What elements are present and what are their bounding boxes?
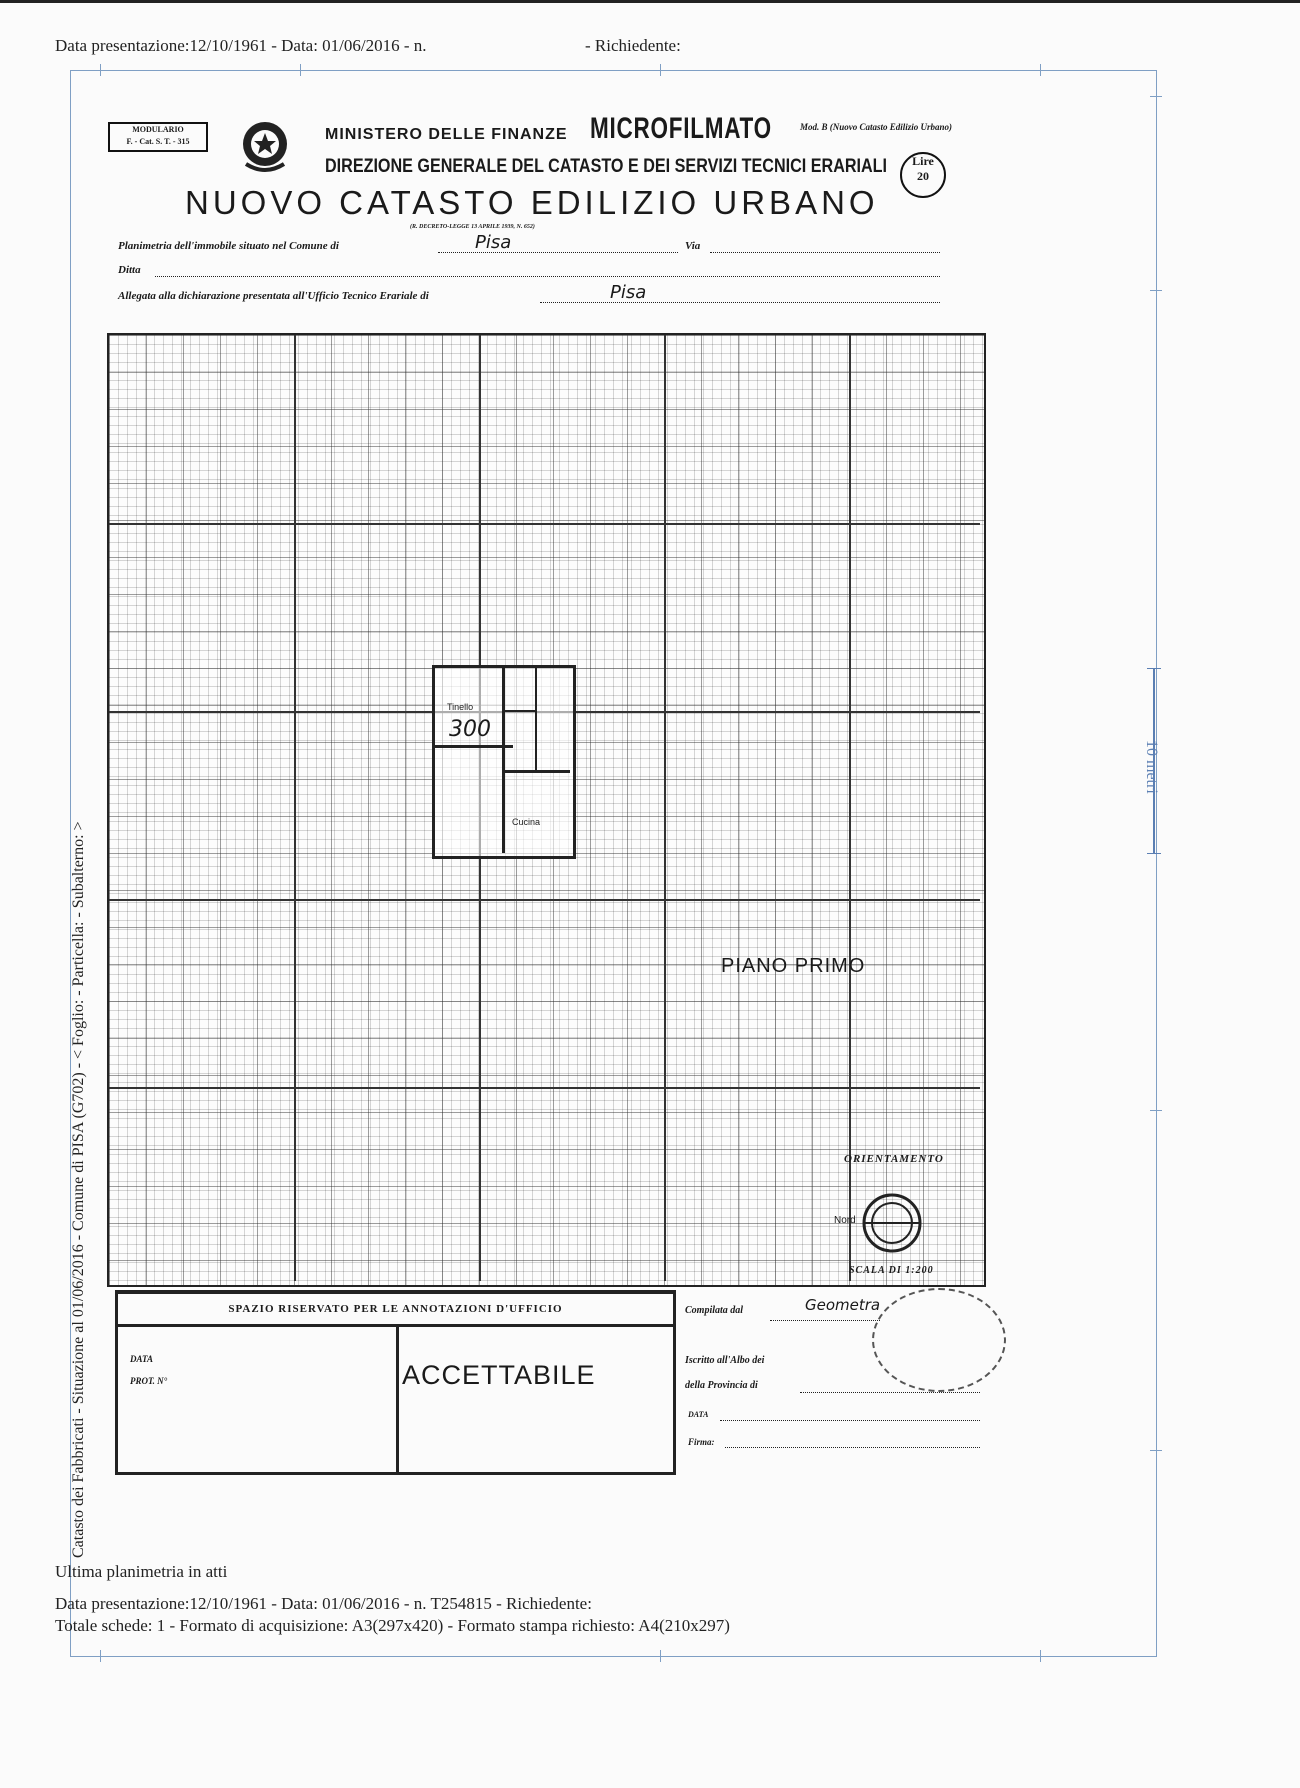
office-data-label: DATA bbox=[130, 1354, 154, 1364]
wall bbox=[505, 710, 535, 712]
accettabile-stamp: ACCETTABILE bbox=[402, 1360, 596, 1390]
ruler-tick bbox=[1147, 668, 1161, 669]
modulario-label: MODULARIO bbox=[132, 125, 184, 134]
comune-underline bbox=[438, 252, 678, 253]
grid-major-line bbox=[664, 335, 666, 1281]
model-label: Mod. B (Nuovo Catasto Edilizio Urbano) bbox=[800, 122, 953, 132]
nord-label: Nord bbox=[834, 1215, 856, 1226]
firma-underline bbox=[725, 1447, 980, 1448]
comune-value: Pisa bbox=[475, 232, 512, 253]
republic-emblem-icon bbox=[240, 114, 290, 176]
planimetria-label: Planimetria dell'immobile situato nel Comune di bbox=[118, 240, 339, 252]
grid-major-line bbox=[109, 1087, 980, 1089]
official-round-stamp bbox=[872, 1288, 1006, 1392]
level-label: PIANO PRIMO bbox=[721, 955, 866, 977]
frame-tick bbox=[1150, 1450, 1162, 1451]
via-label: Via bbox=[685, 240, 701, 252]
modulario-sub: F. - Cat. S. T. - 315 bbox=[126, 137, 190, 146]
iscritto-label: Iscritto all'Albo dei bbox=[685, 1355, 765, 1366]
data-underline bbox=[720, 1420, 980, 1421]
ditta-label: Ditta bbox=[118, 264, 141, 276]
modulario-box bbox=[108, 122, 208, 152]
lire-label: Lire bbox=[912, 154, 934, 168]
office-box-title: SPAZIO RISERVATO PER LE ANNOTAZIONI D'UFFICIO bbox=[118, 1294, 673, 1327]
frame-tick bbox=[1150, 290, 1162, 291]
ruler-label: 10 metri bbox=[1143, 740, 1160, 794]
frame-tick bbox=[660, 1650, 661, 1662]
grid-major-line bbox=[849, 335, 851, 1281]
grid-major-line bbox=[109, 899, 980, 901]
microfilmato-stamp: MICROFILMATO bbox=[590, 112, 772, 145]
ruler-tick bbox=[1147, 853, 1161, 854]
frame-tick bbox=[100, 1650, 101, 1662]
footer-line2: Totale schede: 1 - Formato di acquisizione: A3(297x420) - Formato stampa richiesto: A4(210x297) bbox=[55, 1616, 730, 1635]
north-compass-icon bbox=[861, 1192, 923, 1254]
floor-plan bbox=[417, 640, 617, 870]
ministero-title: MINISTERO DELLE FINANZE bbox=[325, 126, 568, 143]
office-box-divider bbox=[396, 1324, 399, 1472]
lire-value: 20 bbox=[917, 169, 929, 183]
frame-tick bbox=[300, 64, 301, 76]
frame-tick bbox=[1040, 64, 1041, 76]
frame-tick bbox=[1040, 1650, 1041, 1662]
firma-label: Firma: bbox=[688, 1437, 715, 1447]
lire-badge bbox=[900, 152, 946, 198]
provincia-label: della Provincia di bbox=[685, 1380, 758, 1391]
compilata-data-label: DATA bbox=[688, 1410, 709, 1419]
ufficio-underline bbox=[540, 302, 940, 303]
decreto-note: (R. DECRETO-LEGGE 13 APRILE 1939, N. 652) bbox=[410, 224, 535, 230]
wall bbox=[502, 668, 505, 853]
frame-tick bbox=[100, 64, 101, 76]
grid-major-line bbox=[109, 523, 980, 525]
ditta-underline bbox=[155, 276, 940, 277]
height-note: 300 bbox=[449, 717, 491, 742]
footer-line1: Data presentazione:12/10/1961 - Data: 01/06/2016 - n. T254815 - Richiedente: bbox=[55, 1594, 592, 1613]
header-line: Data presentazione:12/10/1961 - Data: 01/06/2016 - n. bbox=[55, 36, 427, 55]
orientamento-label: ORIENTAMENTO bbox=[844, 1153, 944, 1165]
compilata-value: Geometra bbox=[805, 1296, 881, 1314]
room-label-tinello: Tinello bbox=[447, 702, 474, 712]
via-underline bbox=[710, 252, 940, 253]
wall bbox=[535, 668, 537, 770]
compilata-label: Compilata dal bbox=[685, 1305, 744, 1316]
room-label-cucina: Cucina bbox=[512, 817, 541, 827]
provincia-underline bbox=[800, 1392, 980, 1393]
form-title: NUOVO CATASTO EDILIZIO URBANO bbox=[185, 184, 879, 221]
ufficio-value: Pisa bbox=[610, 282, 647, 303]
grid-major-line bbox=[294, 335, 296, 1281]
frame-tick bbox=[660, 64, 661, 76]
plan-grid bbox=[107, 333, 986, 1287]
direzione-title: DIREZIONE GENERALE DEL CATASTO E DEI SERVIZI TECNICI ERARIALI bbox=[325, 156, 888, 177]
frame-tick bbox=[1150, 1110, 1162, 1111]
header-richiedente: - Richiedente: bbox=[585, 36, 681, 55]
allegata-label: Allegata alla dichiarazione presentata all'Ufficio Tecnico Erariale di bbox=[118, 290, 429, 302]
top-edge bbox=[0, 0, 1300, 3]
footer-ultima: Ultima planimetria in atti bbox=[55, 1562, 228, 1581]
scale-label: SCALA DI 1:200 bbox=[849, 1265, 934, 1276]
wall bbox=[505, 770, 570, 773]
office-prot-label: PROT. N° bbox=[130, 1376, 168, 1386]
side-cadastral-text: Catasto dei Fabbricati - Situazione al 01/06/2016 - Comune di PISA (G702) - < Foglio: - Particella: - Subalterno: > bbox=[70, 821, 87, 1558]
compilata-underline bbox=[770, 1320, 880, 1321]
frame-tick bbox=[1150, 96, 1162, 97]
